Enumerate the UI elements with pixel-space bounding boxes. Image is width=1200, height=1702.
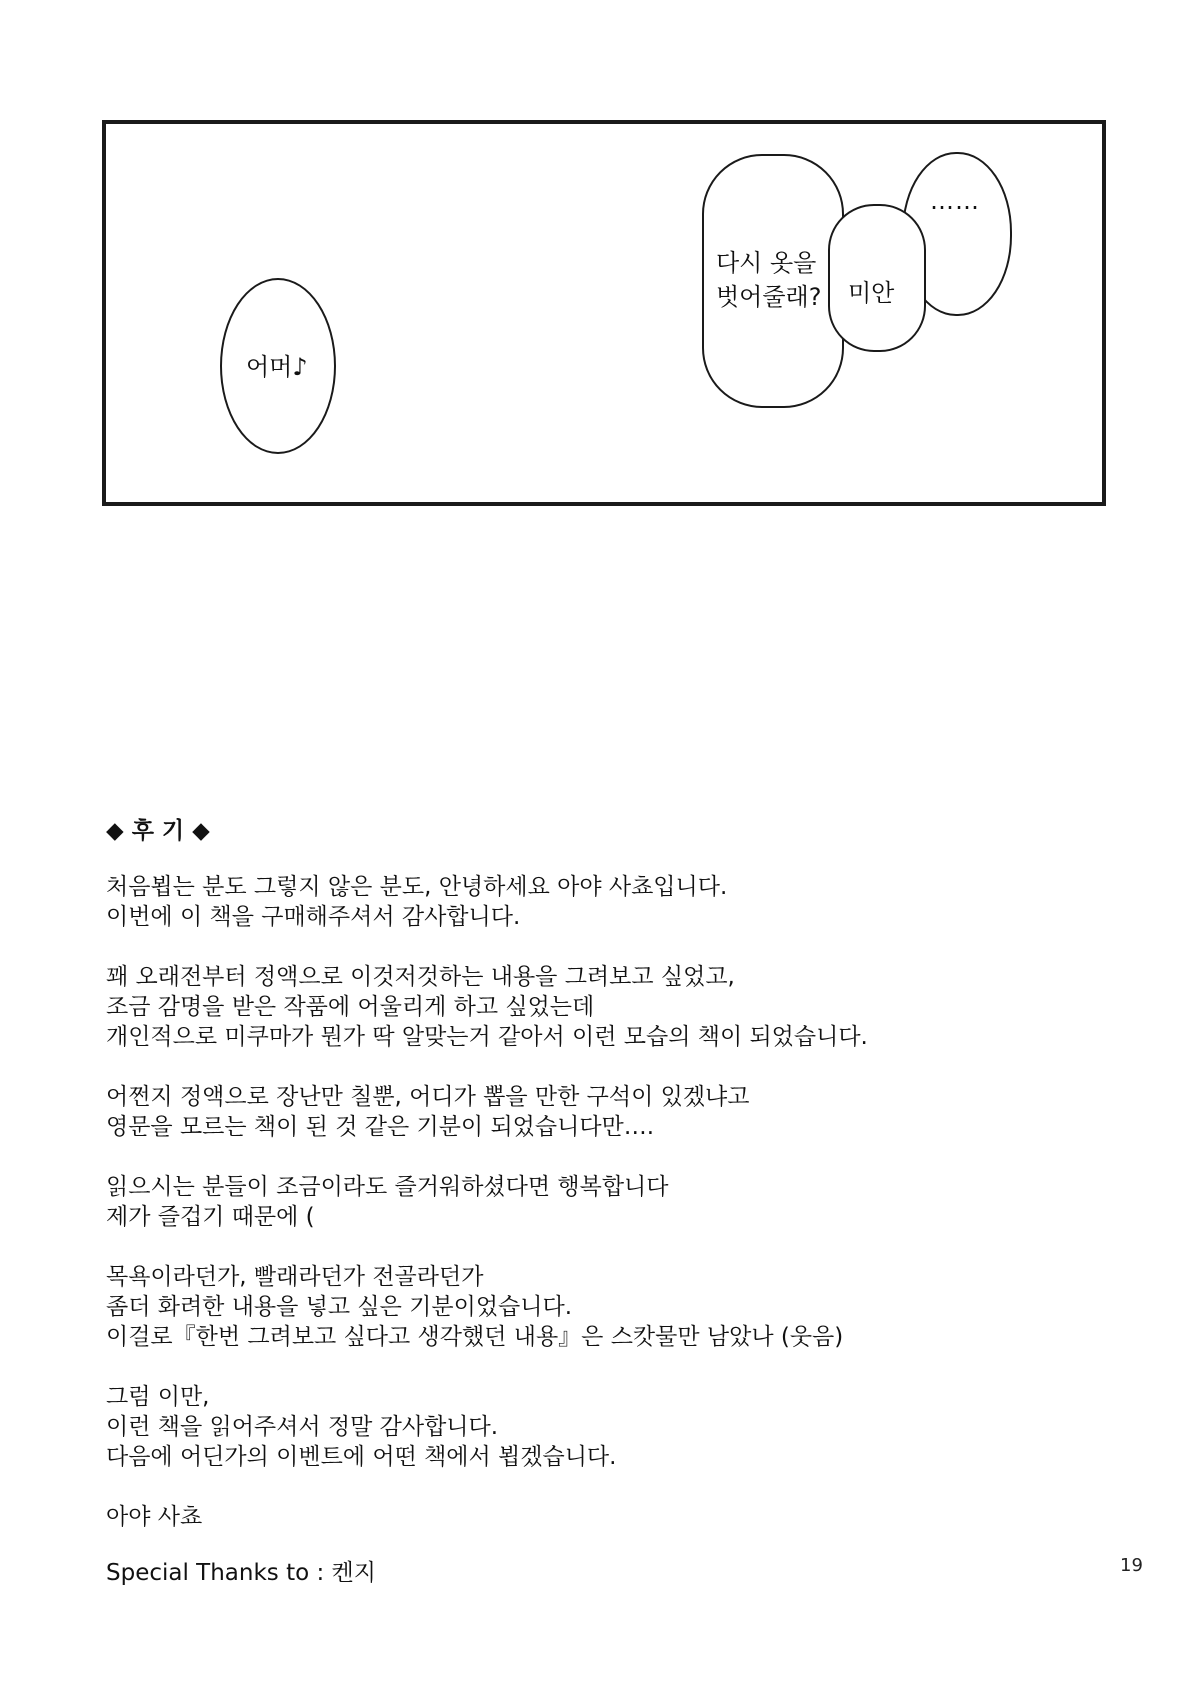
afterword-line: 처음뵙는 분도 그렇지 않은 분도, 안녕하세요 아야 사쵸입니다.	[106, 874, 728, 900]
afterword-paragraph-5	[106, 1262, 1086, 1352]
comic-panel	[102, 120, 1106, 506]
bubble-text-dots: ……	[930, 187, 980, 215]
author-signature: 아야 사쵸	[106, 1504, 203, 1530]
afterword-line: 제가 즐겁기 때문에 (	[106, 1204, 315, 1230]
afterword-paragraph-3	[106, 1082, 1086, 1142]
afterword-title: ◆ 후 기 ◆	[106, 818, 210, 844]
afterword-paragraph-4	[106, 1172, 1086, 1232]
afterword-paragraph-6	[106, 1382, 1086, 1472]
afterword-line: 읽으시는 분들이 조금이라도 즐거워하셨다면 행복합니다	[106, 1174, 669, 1200]
bubble-text-dasi-line2: 벗어줄래?	[716, 283, 822, 311]
afterword-line: 이런 책을 읽어주셔서 정말 감사합니다.	[106, 1414, 499, 1440]
special-thanks: Special Thanks to : 켄지	[106, 1560, 376, 1586]
afterword-line: 목욕이라던가, 빨래라던가 전골라던가	[106, 1264, 484, 1290]
afterword-line: 이걸로『한번 그려보고 싶다고 생각했던 내용』은 스캇물만 남았나 (웃음)	[106, 1324, 844, 1350]
afterword-line: 다음에 어딘가의 이벤트에 어떤 책에서 뵙겠습니다.	[106, 1444, 617, 1470]
afterword-section	[106, 816, 1086, 1588]
bubble-text-mian: 미안	[848, 279, 895, 307]
afterword-line: 어쩐지 정액으로 장난만 칠뿐, 어디가 뽑을 만한 구석이 있겠냐고	[106, 1084, 750, 1110]
afterword-line: 조금 감명을 받은 작품에 어울리게 하고 싶었는데	[106, 994, 595, 1020]
afterword-line: 꽤 오래전부터 정액으로 이것저것하는 내용을 그려보고 싶었고,	[106, 964, 735, 990]
afterword-line: 그럼 이만,	[106, 1384, 210, 1410]
afterword-line: 영문을 모르는 책이 된 것 같은 기분이 되었습니다만….	[106, 1114, 655, 1140]
bubble-text-dasi-line1: 다시 옷을	[716, 249, 817, 277]
page-number: 19	[1120, 1555, 1143, 1576]
afterword-line: 좀더 화려한 내용을 넣고 싶은 기분이었습니다.	[106, 1294, 573, 1320]
afterword-line: 이번에 이 책을 구매해주셔서 감사합니다.	[106, 904, 521, 930]
afterword-paragraph-2	[106, 962, 1086, 1052]
afterword-line: 개인적으로 미쿠마가 뭔가 딱 알맞는거 같아서 이런 모습의 책이 되었습니다.	[106, 1024, 868, 1050]
bubble-text-dasi	[716, 246, 821, 314]
bubble-text-omeo: 어머♪	[246, 353, 308, 381]
afterword-paragraph-1	[106, 872, 1086, 932]
